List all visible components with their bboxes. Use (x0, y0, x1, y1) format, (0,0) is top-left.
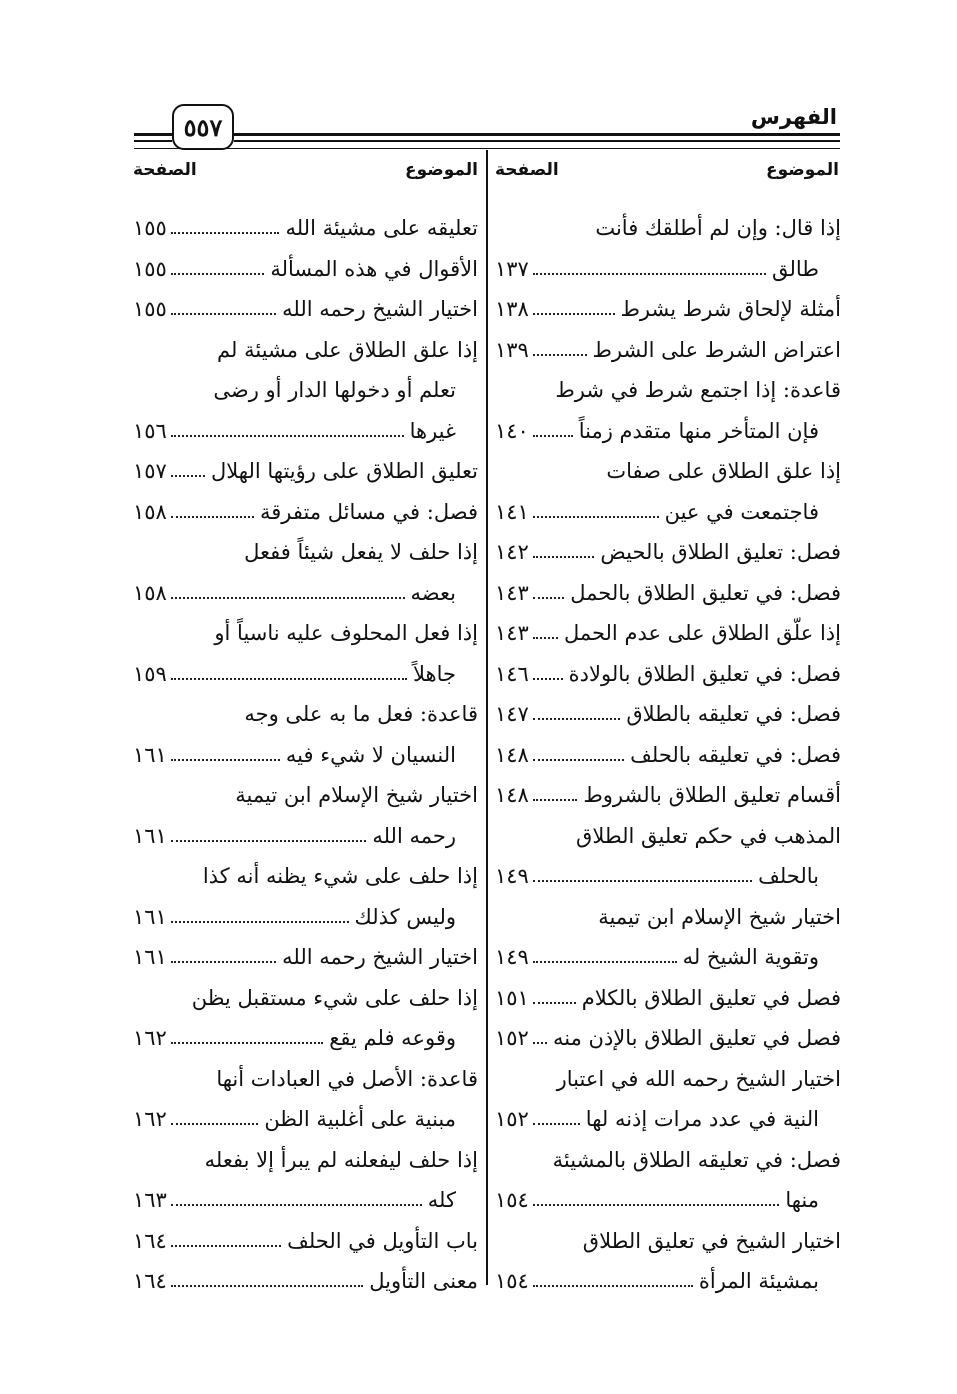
index-entry (495, 978, 841, 1019)
dot-leader (533, 799, 578, 801)
index-entry (133, 492, 478, 533)
header-rule-left-top (134, 133, 172, 136)
index-entry (133, 411, 478, 452)
left-col-topic-heading: الموضوع (405, 160, 478, 180)
index-entry (133, 937, 478, 978)
index-entry (495, 1059, 841, 1100)
entry-page-number: ١٣٩ (495, 337, 529, 362)
header-rule-under (134, 148, 840, 149)
entry-topic: وليس كذلك (354, 904, 456, 929)
entry-topic: وتقوية الشيخ له (682, 945, 819, 970)
index-entry (133, 775, 478, 816)
entry-topic: الأقوال في هذه المسألة (270, 256, 478, 281)
index-entry (133, 1140, 478, 1181)
index-entry (495, 451, 841, 492)
entry-topic: أمثلة لإلحاق شرط يشرط (620, 297, 841, 322)
dot-leader (533, 880, 752, 882)
entry-topic: إذا علق الطلاق على صفات (606, 459, 841, 484)
entry-topic: بالحلف (758, 864, 819, 889)
index-entry (133, 897, 478, 938)
index-entry (495, 330, 841, 371)
index-entry (495, 289, 841, 330)
left-column (133, 208, 478, 1302)
index-entry (133, 289, 478, 330)
dot-leader (533, 759, 624, 761)
index-entry (495, 411, 841, 452)
dot-leader (533, 1204, 779, 1206)
entry-page-number: ١٥٥ (133, 297, 167, 322)
entry-topic: معنى التأويل (369, 1269, 478, 1294)
dot-leader (533, 313, 615, 315)
entry-topic: اختيار الشيخ في تعليق الطلاق (582, 1228, 841, 1253)
index-entry (495, 735, 841, 776)
entry-page-number: ١٤٨ (495, 742, 529, 767)
index-entry (495, 1140, 841, 1181)
entry-topic: اختيار شيخ الإسلام ابن تيمية (235, 783, 478, 808)
entry-topic: تعلم أو دخولها الدار أو رضى (213, 378, 456, 403)
index-entry (133, 370, 478, 411)
right-col-topic-heading: الموضوع (766, 160, 839, 180)
entry-topic: اختيار الشيخ رحمه الله (282, 297, 478, 322)
entry-topic: بعضه (410, 580, 456, 605)
index-entry (495, 1261, 841, 1302)
dot-leader (533, 597, 564, 599)
entry-topic: النسيان لا شيء فيه (285, 742, 456, 767)
entry-page-number: ١٥٨ (133, 580, 167, 605)
index-entry (495, 573, 841, 614)
entry-topic: تعليق الطلاق على رؤيتها الهلال (211, 459, 478, 484)
right-col-page-heading: الصفحة (495, 160, 559, 180)
entry-topic: فصل: في تعليق الطلاق بالولادة (568, 661, 841, 686)
dot-leader (171, 678, 407, 680)
entry-page-number: ١٦٣ (133, 1188, 167, 1213)
index-entry (495, 816, 841, 857)
entry-page-number: ١٤٣ (495, 621, 529, 646)
entry-page-number: ١٦١ (133, 823, 167, 848)
entry-topic: باب التأويل في الحلف (287, 1228, 478, 1253)
entry-topic: إذا حلف على شيء مستقبل يظن (191, 985, 478, 1010)
entry-topic: أقسام تعليق الطلاق بالشروط (583, 783, 841, 808)
index-entry (133, 1059, 478, 1100)
entry-topic: فاجتمعت في عين (664, 499, 819, 524)
entry-page-number: ١٤١ (495, 499, 529, 524)
entry-topic: إذا فعل المحلوف عليه ناسياً أو (214, 621, 478, 646)
dot-leader (171, 1204, 422, 1206)
entry-topic: منها (785, 1188, 819, 1213)
dot-leader (171, 1042, 323, 1044)
dot-leader (171, 921, 349, 923)
entry-topic: إذا حلف ليفعلنه لم يبرأ إلا بفعله (204, 1147, 478, 1172)
dot-leader (171, 273, 265, 275)
index-entry (495, 1221, 841, 1262)
entry-topic: وقوعه فلم يقع (329, 1026, 456, 1051)
entry-page-number: ١٦١ (133, 945, 167, 970)
entry-topic: غيرها (409, 418, 456, 443)
dot-leader (533, 273, 766, 275)
entry-topic: إذا حلف لا يفعل شيئاً ففعل (244, 540, 478, 565)
entry-page-number: ١٤٣ (495, 580, 529, 605)
index-entry (133, 1261, 478, 1302)
entry-topic: اختيار الشيخ رحمه الله (282, 945, 478, 970)
dot-leader (171, 313, 276, 315)
entry-topic: اعتراض الشرط على الشرط (592, 337, 841, 362)
entry-topic: اختيار الشيخ رحمه الله في اعتبار (556, 1066, 841, 1091)
dot-leader (171, 1245, 281, 1247)
entry-topic: رحمه الله (372, 823, 456, 848)
index-entry (495, 1099, 841, 1140)
entry-page-number: ١٦٤ (133, 1228, 167, 1253)
entry-topic: اختيار شيخ الإسلام ابن تيمية (598, 904, 841, 929)
entry-page-number: ١٤٨ (495, 783, 529, 808)
index-entry (495, 937, 841, 978)
dot-leader (533, 1285, 693, 1287)
header-rule-top (234, 133, 840, 136)
index-entry (133, 654, 478, 695)
column-divider (486, 150, 488, 1285)
left-col-page-heading: الصفحة (133, 160, 197, 180)
entry-topic: إذا علق الطلاق على مشيئة لم (217, 337, 478, 362)
index-entry (133, 451, 478, 492)
entry-page-number: ١٥٤ (495, 1269, 529, 1294)
entry-page-number: ١٦١ (133, 904, 167, 929)
index-entry (495, 370, 841, 411)
entry-topic: بمشيئة المرأة (698, 1269, 819, 1294)
index-entry (495, 897, 841, 938)
entry-topic: المذهب في حكم تعليق الطلاق (576, 823, 841, 848)
entry-page-number: ١٦٢ (133, 1026, 167, 1051)
entry-page-number: ١٤٩ (495, 945, 529, 970)
entry-page-number: ١٦٢ (133, 1107, 167, 1132)
index-entry (133, 330, 478, 371)
index-entry (133, 249, 478, 290)
dot-leader (533, 678, 563, 680)
entry-topic: فصل: تعليق الطلاق بالحيض (600, 540, 841, 565)
right-column (495, 208, 841, 1302)
entry-page-number: ١٣٧ (495, 256, 529, 281)
dot-leader (533, 637, 558, 639)
index-entry (133, 816, 478, 857)
dot-leader (533, 435, 573, 437)
entry-topic: قاعدة: فعل ما به على وجه (244, 702, 478, 727)
page-number-badge: ٥٥٧ (172, 104, 234, 150)
dot-leader (171, 961, 276, 963)
entry-topic: فصل: في مسائل متفرقة (259, 499, 478, 524)
entry-page-number: ١٥٧ (133, 459, 167, 484)
dot-leader (171, 759, 280, 761)
dot-leader (533, 961, 677, 963)
index-entry (133, 1099, 478, 1140)
index-entry (133, 1180, 478, 1221)
dot-leader (171, 840, 367, 842)
entry-page-number: ١٤٦ (495, 661, 529, 686)
entry-page-number: ١٥٥ (133, 256, 167, 281)
entry-page-number: ١٥٩ (133, 661, 167, 686)
dot-leader (171, 1285, 363, 1287)
entry-page-number: ١٤٧ (495, 702, 529, 727)
index-entry (133, 856, 478, 897)
entry-topic: جاهلاً (413, 661, 456, 686)
dot-leader (533, 1123, 580, 1125)
dot-leader (533, 718, 621, 720)
index-entry (495, 775, 841, 816)
index-entry (495, 1018, 841, 1059)
index-entry (495, 694, 841, 735)
index-entry (133, 573, 478, 614)
index-entry (495, 532, 841, 573)
dot-leader (171, 435, 404, 437)
entry-topic: فصل في تعليق الطلاق بالإذن منه (553, 1026, 841, 1051)
index-entry (133, 735, 478, 776)
dot-leader (171, 1123, 258, 1125)
index-entry (495, 856, 841, 897)
entry-page-number: ١٦٤ (133, 1269, 167, 1294)
entry-topic: تعليقه على مشيئة الله (285, 216, 478, 241)
entry-topic: إذا قال: وإن لم أطلقك فأنت (595, 216, 841, 241)
dot-leader (533, 1042, 547, 1044)
dot-leader (171, 597, 405, 599)
running-header-title: الفهرس (750, 105, 837, 129)
index-entry (133, 532, 478, 573)
dot-leader (533, 354, 587, 356)
entry-page-number: ١٥١ (495, 985, 529, 1010)
entry-page-number: ١٤٠ (495, 418, 529, 443)
index-entry (495, 208, 841, 249)
dot-leader (171, 516, 254, 518)
entry-topic: كله (427, 1188, 456, 1213)
entry-page-number: ١٥٤ (495, 1188, 529, 1213)
index-entry (495, 654, 841, 695)
entry-topic: فصل: في تعليقه بالطلاق (626, 702, 841, 727)
index-entry (133, 694, 478, 735)
entry-page-number: ١٤٢ (495, 540, 529, 565)
entry-topic: قاعدة: الأصل في العبادات أنها (216, 1066, 478, 1091)
dot-leader (533, 1002, 576, 1004)
index-entry (133, 1221, 478, 1262)
header-rule-left-bottom (134, 140, 172, 142)
dot-leader (533, 516, 659, 518)
entry-page-number: ١٥٢ (495, 1107, 529, 1132)
entry-topic: النية في عدد مرات إذنه لها (585, 1107, 819, 1132)
index-entry (495, 249, 841, 290)
entry-topic: إذا حلف على شيء يظنه أنه كذا (202, 864, 478, 889)
entry-page-number: ١٦١ (133, 742, 167, 767)
entry-topic: قاعدة: إذا اجتمع شرط في شرط (555, 378, 841, 403)
entry-page-number: ١٣٨ (495, 297, 529, 322)
entry-topic: مبنية على أغلبية الظن (264, 1107, 456, 1132)
dot-leader (171, 475, 205, 477)
index-entry (495, 613, 841, 654)
entry-topic: فصل: في تعليقه بالحلف (630, 742, 841, 767)
entry-topic: فصل: في تعليقه الطلاق بالمشيئة (552, 1147, 841, 1172)
index-entry (495, 492, 841, 533)
entry-topic: فصل في تعليق الطلاق بالكلام (581, 985, 841, 1010)
index-entry (133, 978, 478, 1019)
entry-page-number: ١٥٥ (133, 216, 167, 241)
entry-topic: فإن المتأخر منها متقدم زمناً (578, 418, 819, 443)
entry-page-number: ١٥٢ (495, 1026, 529, 1051)
header-rule-bottom (234, 140, 840, 142)
index-entry (133, 1018, 478, 1059)
entry-page-number: ١٥٨ (133, 499, 167, 524)
dot-leader (533, 556, 595, 558)
index-entry (495, 1180, 841, 1221)
entry-page-number: ١٥٦ (133, 418, 167, 443)
entry-topic: إذا علّق الطلاق على عدم الحمل (563, 621, 841, 646)
entry-topic: طالق (771, 256, 819, 281)
dot-leader (171, 232, 280, 234)
entry-page-number: ١٤٩ (495, 864, 529, 889)
index-entry (133, 208, 478, 249)
entry-topic: فصل: في تعليق الطلاق بالحمل (570, 580, 841, 605)
index-entry (133, 613, 478, 654)
